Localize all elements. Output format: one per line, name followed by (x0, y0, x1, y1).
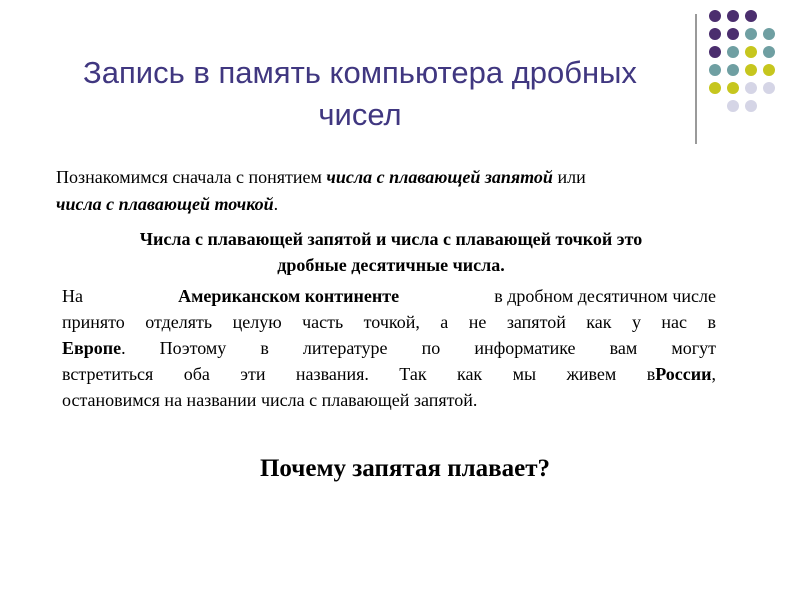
decorative-dot (709, 46, 721, 58)
body-paragraph (62, 283, 716, 413)
intro-term-1: числа с плавающей запятой (326, 167, 553, 187)
decorative-dot (763, 28, 775, 40)
definition-line-2: дробные десятичные числа. (277, 255, 505, 275)
paragraph-line-4-word-0: встретиться (62, 364, 154, 384)
paragraph-line-3-word-5: информатике (474, 338, 576, 358)
intro-part-3: . (273, 194, 279, 214)
paragraph-line-4 (62, 361, 716, 387)
definition-line-1: Числа с плавающей запятой и числа с плавающей точкой это (139, 229, 643, 249)
decorative-dot (727, 64, 739, 76)
paragraph-line-3-word-1: Поэтому (159, 338, 227, 358)
decorative-dot (745, 10, 757, 22)
decorative-dot (745, 46, 757, 58)
decorative-dot (745, 64, 757, 76)
title-line-2: чисел (318, 97, 402, 132)
decorative-dot (763, 82, 775, 94)
paragraph-line-3-word-0: Европе. (62, 338, 126, 358)
decorative-dot (709, 10, 721, 22)
decorative-dot (709, 82, 721, 94)
decorative-dot (745, 28, 757, 40)
paragraph-line-2: принято отделять целую часть точкой, а не запятой как у нас в (62, 312, 716, 332)
decorative-dot (709, 64, 721, 76)
decorative-dot-grid (709, 10, 781, 130)
vertical-divider (695, 14, 697, 144)
definition-text (56, 226, 726, 278)
paragraph-line-4-word-6: мы (512, 364, 537, 384)
decorative-dot (727, 10, 739, 22)
decorative-dot (745, 82, 757, 94)
paragraph-line-3-word-3: литературе (302, 338, 388, 358)
intro-text (56, 164, 716, 218)
paragraph-line-1-post: в дробном десятичном числе (494, 286, 716, 306)
intro-part-2: или (552, 167, 586, 187)
title-line-1: Запись в память компьютера дробных (83, 55, 637, 90)
paragraph-line-5: остановимся на названии числа с плавающей запятой. (62, 390, 478, 410)
paragraph-line-4-word-5: как (456, 364, 483, 384)
paragraph-line-4-word-8: вРоссии, (646, 364, 716, 384)
decorative-dot (763, 64, 775, 76)
paragraph-line-1-pre: На (62, 286, 83, 306)
paragraph-line-4-word-7: живем (566, 364, 617, 384)
paragraph-line-3-word-2: в (260, 338, 269, 358)
intro-term-2: числа с плавающей точкой (56, 194, 274, 214)
decorative-dot (727, 100, 739, 112)
decorative-dot (745, 100, 757, 112)
question-heading: Почему запятая плавает? (259, 455, 551, 482)
paragraph-line-1 (62, 283, 716, 309)
decorative-dot (709, 28, 721, 40)
decorative-dot (727, 28, 739, 40)
decorative-dot (727, 82, 739, 94)
paragraph-line-4-word-2: эти (240, 364, 266, 384)
paragraph-line-3 (62, 335, 716, 361)
intro-part-1: Познакомимся сначала с понятием (56, 167, 327, 187)
decorative-dot (727, 46, 739, 58)
paragraph-line-3-word-6: вам (609, 338, 638, 358)
paragraph-line-3-word-7: могут (671, 338, 716, 358)
paragraph-line-4-word-3: названия. (295, 364, 369, 384)
paragraph-line-4-word-1: оба (183, 364, 210, 384)
paragraph-line-4-word-4: Так (399, 364, 427, 384)
slide-title (40, 52, 680, 136)
paragraph-line-3-word-4: по (421, 338, 441, 358)
paragraph-line-1-bold: Американском континенте (178, 286, 400, 306)
decorative-dot (763, 46, 775, 58)
